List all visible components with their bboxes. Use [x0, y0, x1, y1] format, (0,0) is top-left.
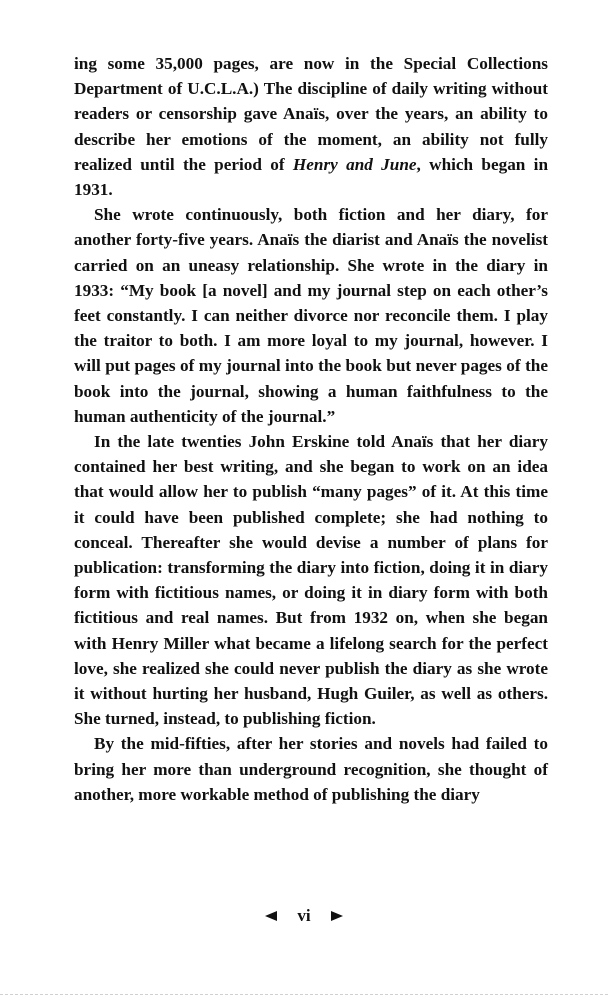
page-footer	[0, 903, 608, 929]
paragraph-3: In the late twenties John Erskine told Anaïs that her diary contained her best writing, and she began to work on an idea that would allow her to publish “many pages” of it. At this time it could have been published complete; she had nothing to conceal. Thereafter she would devise a number of plans for publication: transforming the diary into fiction, doing it in diary form with fictitious names, or doing it in diary form with both fictitious and real names. But from 1932 on, when she began with Henry Miller what became a lifelong search for the perfect love, she realized she could never publish the diary as she wrote it without hurting her husband, Hugh Guiler, as well as others. She turned, instead, to publishing fiction.	[74, 432, 548, 729]
book-title-henry-and-june: Henry and June	[292, 154, 417, 174]
paragraph-2: She wrote continuously, both fiction and her diary, for another forty-five years. Anaïs the diarist and Anaïs the novelist carried on an uneasy relationship. She wrote in the diary in 1933: “My book [a novel] and my journal step on each other’s feet constantly. I can neither divorce nor reconcile them. I play the traitor to both. I am more loyal to my journal, however. I will put pages of my journal into the book but never pages of the book into the journal, showing a human faithfulness to the human authenticity of the journal.”	[74, 205, 548, 426]
paragraph-4: By the mid-fifties, after her stories and novels had failed to bring her more than underground recognition, she thought of another, more workable method of publishing the diary	[74, 734, 548, 804]
paragraph-1	[74, 51, 548, 202]
book-page-body	[74, 51, 548, 807]
right-triangle-icon	[331, 911, 343, 921]
page-number: vi	[297, 906, 311, 925]
scan-edge-divider	[0, 994, 608, 995]
paragraph-1-text: ing some 35,000 pages, are now in the Special Collections Department of U.C.L.A.) The discipline of daily writing without readers or censorship gave Anaïs, over the years, an ability to describe her emotions of the moment, an ability not fully realized until the period of	[74, 54, 548, 174]
paragraph-1-tail: , which began in 1931.	[74, 154, 549, 200]
left-triangle-icon	[265, 911, 277, 921]
